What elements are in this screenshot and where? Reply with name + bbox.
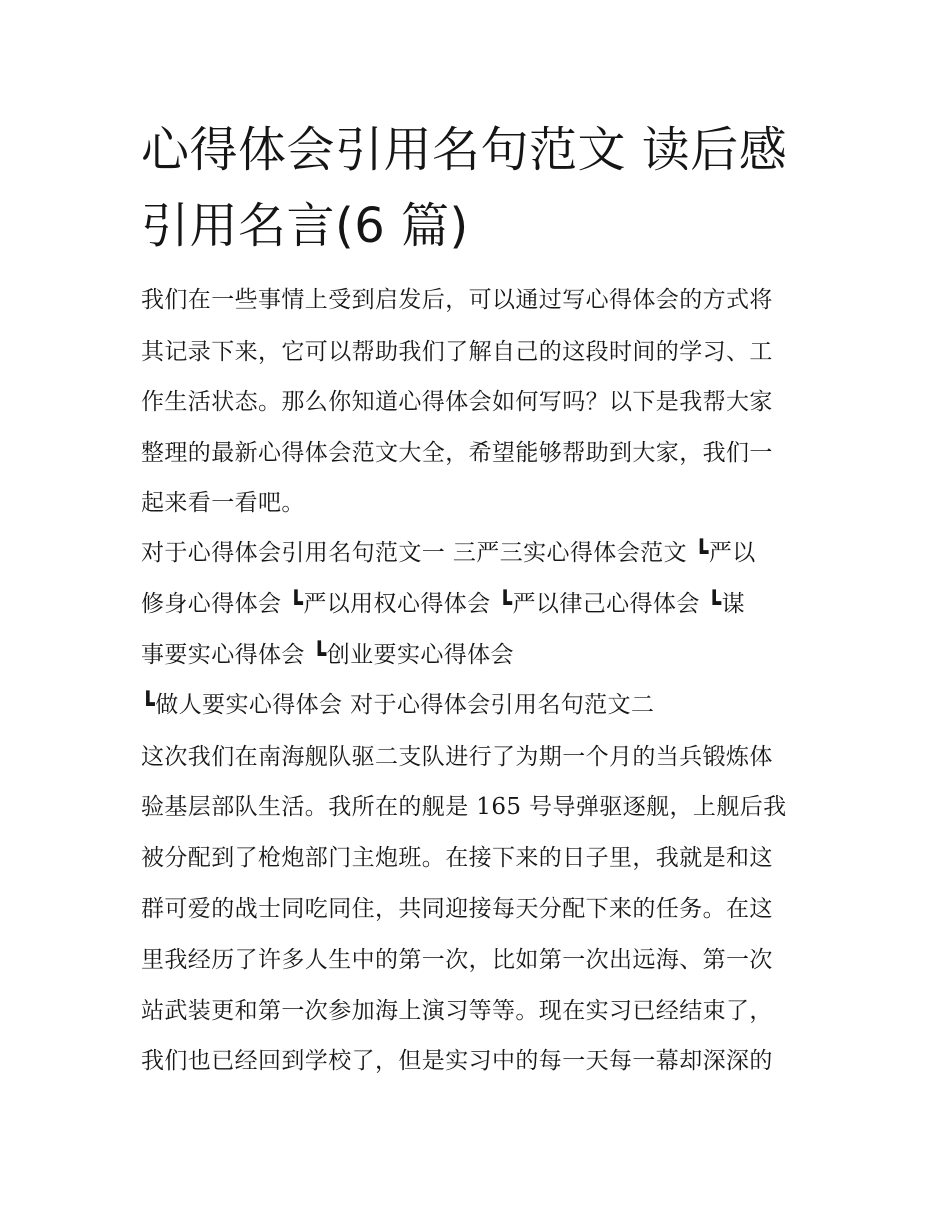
body-line-10: 这次我们在南海舰队驱二支队进行了为期一个月的当兵锻炼体 — [141, 744, 773, 770]
body-line-2: 其记录下来，它可以帮助我们了解自己的这段时间的学习、工 — [141, 339, 773, 365]
body-line-5: 起来看一看吧。 — [141, 490, 305, 516]
document-title — [141, 112, 831, 264]
body-line-4: 整理的最新心得体会范文大全，希望能够帮助到大家，我们一 — [141, 440, 773, 466]
body-line-9: ┗做人要实心得体会 对于心得体会引用名句范文二 — [141, 692, 655, 718]
body-line-12: 被分配到了枪炮部门主炮班。在接下来的日子里，我就是和这 — [141, 845, 773, 871]
body-line-6: 对于心得体会引用名句范文一 三严三实心得体会范文 ┗严以 — [141, 540, 756, 566]
body-line-13: 群可爱的战士同吃同住，共同迎接每天分配下来的任务。在这 — [141, 896, 773, 922]
body-line-11: 验基层部队生活。我所在的舰是 165 号导弹驱逐舰，上舰后我 — [141, 794, 787, 820]
body-line-14: 里我经历了许多人生中的第一次，比如第一次出远海、第一次 — [141, 947, 773, 973]
title-line-2: 引用名言(6 篇) — [141, 198, 469, 254]
body-line-3: 作生活状态。那么你知道心得体会如何写吗？以下是我帮大家 — [141, 389, 773, 415]
body-line-16: 我们也已经回到学校了，但是实习中的每一天每一幕却深深的 — [141, 1048, 773, 1074]
body-line-7: 修身心得体会 ┗严以用权心得体会 ┗严以律己心得体会 ┗谋 — [141, 591, 746, 617]
body-line-8: 事要实心得体会 ┗创业要实心得体会 — [141, 642, 514, 668]
body-line-15: 站武装更和第一次参加海上演习等等。现在实习已经结束了， — [141, 998, 773, 1024]
title-line-1: 心得体会引用名句范文 读后感 — [141, 122, 788, 178]
body-line-1: 我们在一些事情上受到启发后，可以通过写心得体会的方式将 — [141, 287, 773, 313]
